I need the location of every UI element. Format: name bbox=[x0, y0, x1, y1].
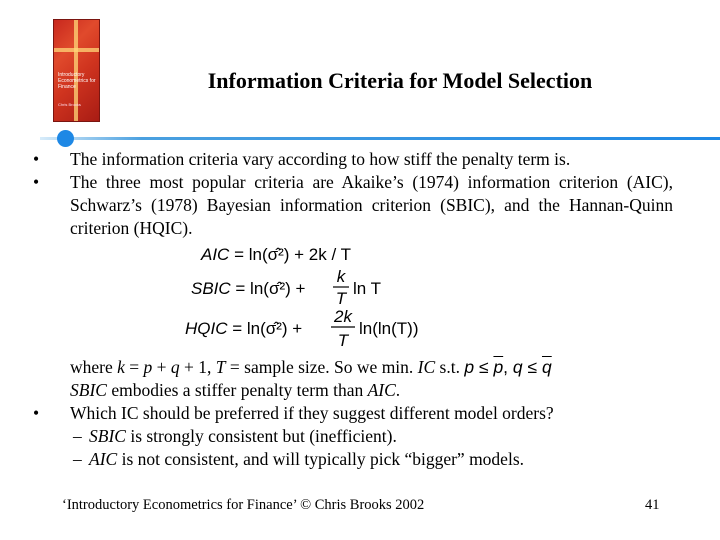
bullet-2 bbox=[33, 171, 673, 240]
formula-graphic bbox=[183, 242, 503, 352]
cond-le: ≤ bbox=[474, 357, 494, 377]
bullet-dot: • bbox=[33, 149, 40, 169]
hqic-lhs: HQIC bbox=[185, 319, 228, 338]
book-cover-author: Chris Brooks bbox=[58, 102, 81, 107]
cond-q: q bbox=[512, 357, 523, 377]
bullet-3 bbox=[33, 402, 673, 425]
bullet-2-text: The three most popular criteria are Akaike’s (1974) information criterion (AIC), Schwarz’s (1978) Bayesian information criterion (SBIC), and the Hannan-Quinn criterion (HQIC). bbox=[70, 172, 673, 238]
sbic-fraction-numerator: k bbox=[336, 267, 346, 286]
dash-marker: – bbox=[73, 449, 82, 469]
slide-title: Information Criteria for Model Selection bbox=[207, 68, 593, 93]
sub-bullet-1 bbox=[33, 425, 673, 448]
bullet-1 bbox=[33, 148, 673, 171]
bullet-1-text: The information criteria vary according to how stiff the penalty term is. bbox=[70, 149, 571, 169]
hqic-tail: ln(ln(T)) bbox=[359, 319, 419, 338]
sbic-term: SBIC bbox=[89, 426, 126, 446]
sbic-text: embodies a stiffer penalty term than bbox=[106, 380, 368, 400]
cond-p-bar: $\overline{p}$ bbox=[493, 357, 504, 377]
aic-term: AIC bbox=[367, 380, 396, 400]
hqic-rhs: = ln(σ̂²) + bbox=[227, 319, 303, 338]
where-text: + 1, bbox=[179, 357, 216, 377]
where-text: = sample size. So we min. bbox=[225, 357, 418, 377]
cond-sep: , bbox=[503, 357, 513, 377]
sbic-rhs: = ln(σ̂²) + bbox=[230, 279, 306, 298]
page-number: 41 bbox=[645, 497, 660, 513]
title-divider-line bbox=[40, 137, 720, 140]
aic-formula bbox=[200, 245, 351, 264]
sbic-tail: ln T bbox=[353, 279, 382, 298]
aic-lhs: AIC bbox=[201, 245, 230, 264]
sbic-fraction-denominator: T bbox=[335, 289, 347, 308]
aic-rhs: = ln(σ̂²) + 2k / T bbox=[229, 245, 351, 264]
cover-cross-horizontal bbox=[54, 48, 99, 52]
footer-copyright: ‘Introductory Econometrics for Finance’ © Chris Brooks 2002 bbox=[62, 497, 425, 513]
var-q: q bbox=[170, 357, 180, 377]
sbic-formula bbox=[191, 279, 305, 298]
where-text: s.t. bbox=[435, 357, 460, 377]
hqic-fraction-numerator: 2k bbox=[334, 307, 352, 326]
var-p: p bbox=[143, 357, 153, 377]
sbic-text: . bbox=[395, 380, 401, 400]
var-ic: IC bbox=[417, 357, 436, 377]
sub-bullet-1-text: is strongly consistent but (inefficient). bbox=[125, 426, 397, 446]
sbic-line bbox=[33, 379, 673, 402]
where-text: where bbox=[70, 357, 118, 377]
var-k: k bbox=[117, 357, 125, 377]
criteria-formulas bbox=[33, 242, 673, 352]
cond-p: p bbox=[464, 357, 475, 377]
sbic-lhs: SBIC bbox=[191, 279, 231, 298]
sub-bullet-2 bbox=[33, 448, 673, 471]
bullet-dot: • bbox=[33, 403, 40, 423]
bullet-dot: • bbox=[33, 172, 40, 192]
slide-body bbox=[33, 148, 673, 471]
cond-q-bar: $\overline{q}$ bbox=[541, 357, 552, 377]
where-line bbox=[33, 356, 673, 379]
title-divider-dot bbox=[57, 130, 74, 147]
book-cover-title: Introductory Econometrics for Finance bbox=[58, 72, 96, 90]
aic-term: AIC bbox=[89, 449, 118, 469]
var-t: T bbox=[215, 357, 226, 377]
where-text: + bbox=[152, 357, 171, 377]
sub-bullet-2-text: is not consistent, and will typically pick “bigger” models. bbox=[117, 449, 525, 469]
hqic-formula bbox=[185, 319, 302, 338]
dash-marker: – bbox=[73, 426, 82, 446]
hqic-fraction-denominator: T bbox=[337, 331, 349, 350]
cond-le: ≤ bbox=[522, 357, 542, 377]
bullet-3-text: Which IC should be preferred if they suggest different model orders? bbox=[70, 403, 554, 423]
where-text: = bbox=[124, 357, 144, 377]
sbic-term: SBIC bbox=[70, 380, 107, 400]
constraint-formula bbox=[464, 357, 551, 377]
